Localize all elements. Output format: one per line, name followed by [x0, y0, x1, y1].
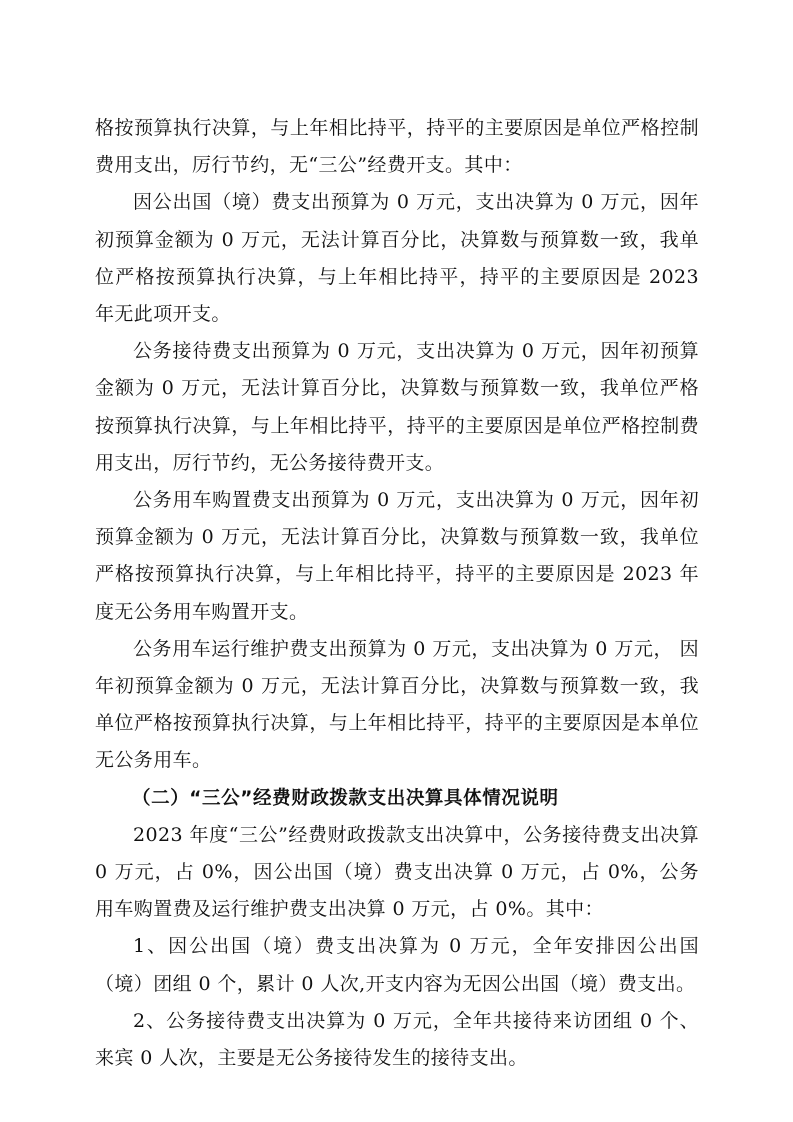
- document-body: [95, 110, 699, 1077]
- section-heading-three-public-expenses: （二）“三公”经费财政拨款支出决算具体情况说明: [132, 787, 559, 809]
- paragraph-2023-summary: 2023 年度“三公”经费财政拨款支出决算中，公务接待费支出决算 0 万元，占 0%，因公出国（境）费支出决算 0 万元，占 0%，公务用车购置费及运行维护费支出决算 0 万元，占 0%。其中：: [95, 823, 699, 921]
- paragraph-vehicle-purchase: 公务用车购置费支出预算为 0 万元，支出决算为 0 万元，因年初预算金额为 0 万元，无法计算百分比，决算数与预算数一致，我单位严格按预算执行决算，与上年相比持平，持平的主要原因是 2023 年度无公务用车购置开支。: [95, 489, 699, 623]
- paragraph-item-1-overseas: 1、因公出国（境）费支出决算为 0 万元，全年安排因公出国（境）团组 0 个，累计 0 人次,开支内容为无因公出国（境）费支出。: [95, 935, 699, 995]
- paragraph-vehicle-maintenance: 公务用车运行维护费支出预算为 0 万元，支出决算为 0 万元， 因年初预算金额为 0 万元，无法计算百分比，决算数与预算数一致，我单位严格按预算执行决算，与上年相比持平，持平的主要原因是本单位无公务用车。: [95, 637, 699, 772]
- paragraph-continuation-budget-control: 格按预算执行决算，与上年相比持平，持平的主要原因是单位严格控制费用支出，厉行节约，无“三公”经费开支。其中：: [95, 117, 699, 177]
- paragraph-overseas-travel: 因公出国（境）费支出预算为 0 万元，支出决算为 0 万元，因年初预算金额为 0 万元，无法计算百分比，决算数与预算数一致，我单位严格按预算执行决算，与上年相比持平，持平的主要原因是 2023 年无此项开支。: [95, 191, 699, 326]
- paragraph-item-2-reception: 2、公务接待费支出决算为 0 万元，全年共接待来访团组 0 个、来宾 0 人次，主要是无公务接待发生的接待支出。: [95, 1009, 699, 1070]
- paragraph-official-reception: 公务接待费支出预算为 0 万元，支出决算为 0 万元，因年初预算金额为 0 万元，无法计算百分比，决算数与预算数一致，我单位严格按预算执行决算，与上年相比持平，持平的主要原因是单位严格控制费用支出，厉行节约，无公务接待费开支。: [95, 340, 699, 474]
